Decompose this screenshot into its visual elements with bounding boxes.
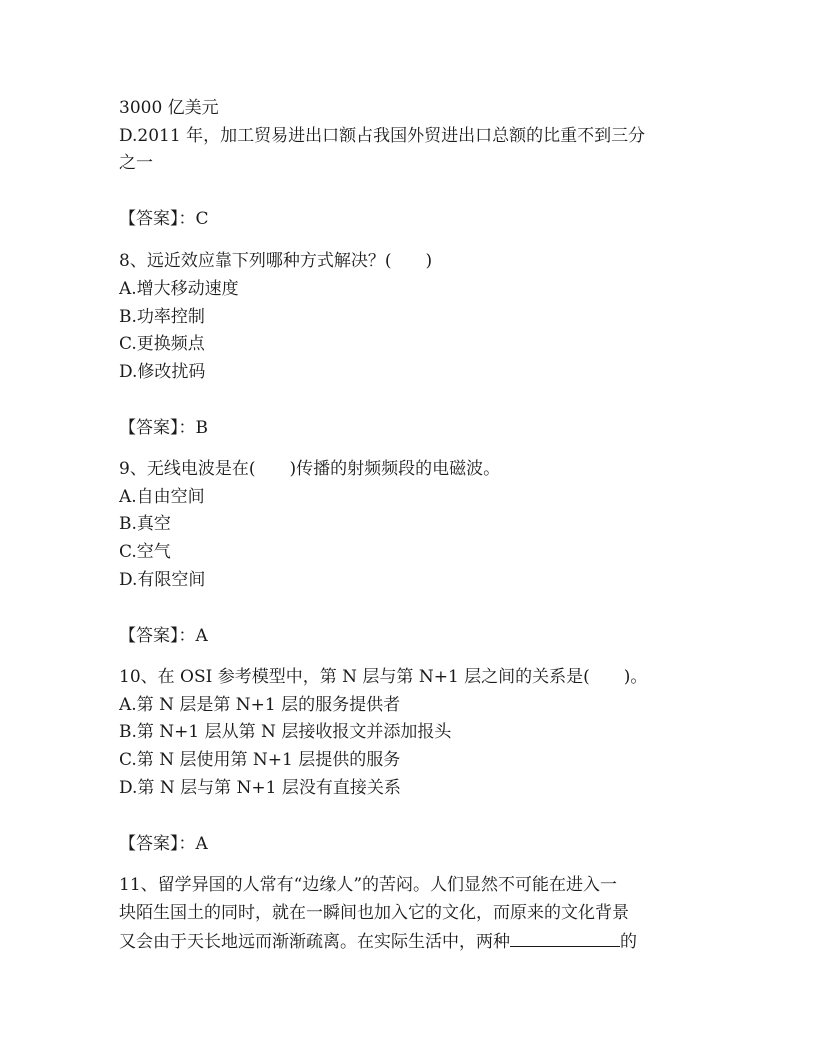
q11-line3-text: 又会由于天长地远而渐渐疏离。在实际生活中，两种: [119, 932, 510, 952]
q9-option-d: D.有限空间: [119, 570, 206, 590]
q11-line3: [119, 930, 637, 953]
q8-option-c: C.更换频点: [119, 334, 205, 354]
q8-stem: 8、远近效应靠下列哪种方式解决？( ): [119, 251, 433, 271]
prev-option-c-continuation: 3000 亿美元: [119, 98, 219, 118]
prev-option-d-line1: D.2011 年，加工贸易进出口额占我国外贸进出口总额的比重不到三分: [119, 126, 646, 146]
q10-option-a: A.第 N 层是第 N+1 层的服务提供者: [119, 695, 401, 715]
q9-option-a: A.自由空间: [119, 487, 205, 507]
q10-option-d: D.第 N 层与第 N+1 层没有直接关系: [119, 778, 401, 798]
q8-option-b: B.功率控制: [119, 307, 205, 327]
q11-line3-tail: 的: [620, 932, 637, 952]
fill-in-blank: [510, 930, 620, 947]
q8-option-d: D.修改扰码: [119, 362, 206, 382]
q8-option-a: A.增大移动速度: [119, 279, 239, 299]
q9-option-c: C.空气: [119, 542, 171, 562]
prev-answer: 【答案】：C: [119, 209, 209, 229]
q10-answer: 【答案】：A: [119, 834, 208, 854]
q10-option-b: B.第 N+1 层从第 N 层接收报文并添加报头: [119, 722, 452, 742]
q9-answer: 【答案】：A: [119, 626, 208, 646]
q9-stem: 9、无线电波是在( )传播的射频频段的电磁波。: [119, 459, 501, 479]
q8-answer: 【答案】：B: [119, 418, 208, 438]
q9-option-b: B.真空: [119, 514, 171, 534]
q11-line2: 块陌生国土的同时，就在一瞬间也加入它的文化，而原来的文化背景: [119, 903, 629, 923]
q10-stem: 10、在 OSI 参考模型中，第 N 层与第 N+1 层之间的关系是( )。: [119, 667, 648, 687]
q11-line1: 11、留学异国的人常有“边缘人”的苦闷。人们显然不可能在进入一: [119, 875, 618, 895]
prev-option-d-line2: 之一: [119, 153, 153, 173]
q10-option-c: C.第 N 层使用第 N+1 层提供的服务: [119, 750, 401, 770]
